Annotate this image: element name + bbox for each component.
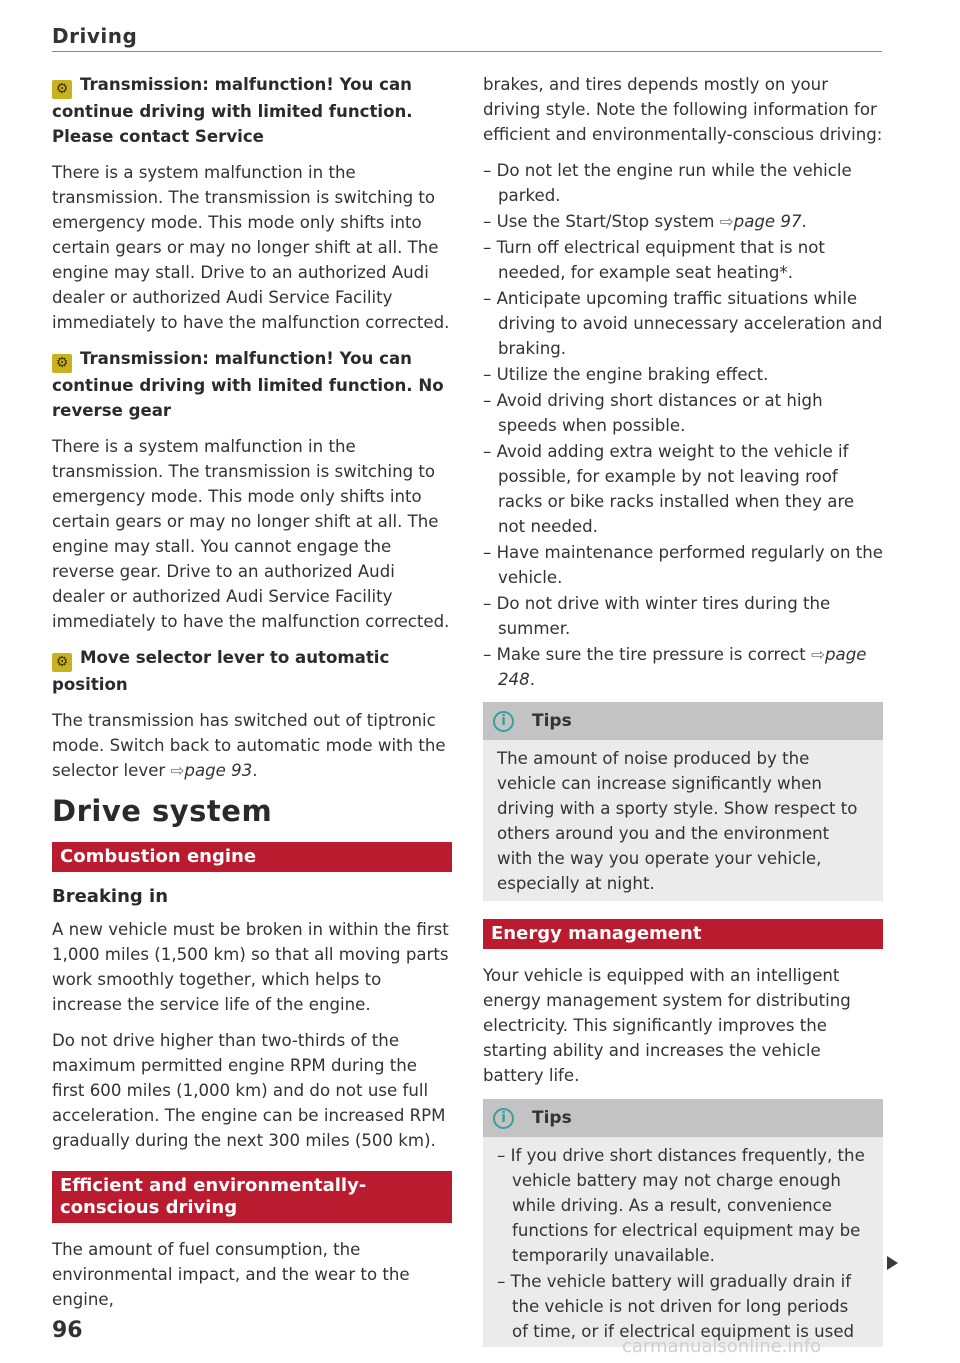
tips-header [483, 1099, 883, 1137]
list-item: – Use the Start/Stop system ⇨page 97. [483, 212, 807, 231]
page-reference-link[interactable]: ⇨page 248 [498, 645, 867, 689]
breaking-in-paragraph-1: A new vehicle must be broken in within the first 1,000 miles (1,500 km) so that all moving parts work smoothly together, which helps to increase the service life of the engine. [52, 920, 449, 1014]
list-item: – If you drive short distances frequently, the vehicle battery may not charge enough while driving. As a result, convenience functions for electrical equipment may be temporarily unavailable. [497, 1146, 865, 1265]
watermark: carmanualsonline.info [622, 1336, 822, 1357]
info-icon: i [493, 711, 514, 732]
list-item: – Avoid driving short distances or at high speeds when possible. [483, 391, 823, 435]
left-column [52, 72, 452, 1323]
section-title: Drive system [52, 794, 273, 828]
tips-label: Tips [532, 1108, 572, 1128]
page-number: 96 [52, 1318, 83, 1343]
tips-box-noise [483, 702, 883, 901]
tips-text: The amount of noise produced by the vehicle can increase significantly when driving with a sporty style. Show respect to others around you and the environment with the way you operate your vehicle, especially at night. [497, 749, 858, 893]
list-item: – Make sure the tire pressure is correct ⇨page 248. [483, 645, 867, 689]
transmission-warning-icon: ⚙ [52, 354, 72, 373]
tips-label: Tips [532, 711, 572, 731]
subsection-bar-energy-management: Energy management [483, 919, 883, 949]
warning-title: Transmission: malfunction! You can continue driving with limited function. Please contact Service [52, 75, 413, 146]
tips-header [483, 702, 883, 740]
warning-selector-lever [52, 645, 452, 697]
header-divider [52, 51, 882, 52]
page-reference-link[interactable]: ⇨page 97 [719, 212, 802, 231]
warning-title: Move selector lever to automatic position [52, 648, 390, 694]
page-header-title: Driving [52, 24, 138, 48]
arrow-right-icon: ⇨ [719, 212, 734, 231]
warning-description: There is a system malfunction in the transmission. The transmission is switching to emergency mode. This mode only shifts into certain gears or may no longer shift at all. The engine may stall. Drive to an authorized Audi dealer or authorized Audi Service Facility immediately to have the malfunction corrected. [52, 163, 450, 332]
tips-body [483, 740, 883, 901]
breaking-in-heading: Breaking in [52, 886, 169, 907]
info-icon: i [493, 1108, 514, 1129]
warning-description: There is a system malfunction in the transmission. The transmission is switching to emergency mode. This mode only shifts into certain gears or may no longer shift at all. The engine may stall. You cannot engage the reverse gear. Drive to an authorized Audi dealer or authorized Audi Service Facility immediately to have the malfunction corrected. [52, 437, 450, 631]
breaking-in-paragraph-2: Do not drive higher than two-thirds of the maximum permitted engine RPM during the first 600 miles (1,000 km) and do not use full acceleration. The engine can be increased RPM gradually during the next 300 miles (500 km). [52, 1031, 446, 1150]
tips-box-battery [483, 1099, 883, 1347]
warning-transmission-contact-service [52, 72, 452, 149]
list-item: – Turn off electrical equipment that is not needed, for example seat heating*. [483, 238, 825, 282]
warning-title: Transmission: malfunction! You can continue driving with limited function. No reverse gear [52, 349, 444, 420]
list-item: – Have maintenance performed regularly on the vehicle. [483, 543, 883, 587]
list-item: – The vehicle battery will gradually drain if the vehicle is not driven for long periods of time, or if electrical equipment is used [497, 1272, 855, 1341]
tips-list [497, 1143, 869, 1347]
right-column [483, 72, 883, 1361]
subsection-bar-combustion-engine: Combustion engine [52, 842, 452, 872]
energy-management-paragraph: Your vehicle is equipped with an intelligent energy management system for distributing electricity. This significantly improves the starting ability and increases the vehicle battery life. [483, 966, 851, 1085]
tips-body [483, 1137, 883, 1347]
list-item: – Avoid adding extra weight to the vehicle if possible, for example by not leaving roof racks or bike racks installed when they are not needed. [483, 442, 855, 536]
arrow-right-icon: ⇨ [170, 761, 185, 780]
subsection-bar-efficient-driving: Efficient and environmentally-conscious driving [52, 1171, 452, 1223]
list-item: – Utilize the engine braking effect. [483, 365, 769, 384]
transmission-warning-icon: ⚙ [52, 653, 72, 672]
efficient-driving-paragraph: The amount of fuel consumption, the environmental impact, and the wear to the engine, [52, 1240, 410, 1309]
list-item: – Anticipate upcoming traffic situations while driving to avoid unnecessary acceleration and braking. [483, 289, 883, 358]
list-item: – Do not let the engine run while the vehicle parked. [483, 161, 852, 205]
warning-transmission-no-reverse [52, 346, 452, 423]
page-reference-link[interactable]: ⇨page 93 [170, 761, 253, 780]
continued-arrow-icon [887, 1256, 898, 1270]
efficient-driving-list [483, 158, 883, 692]
warning-description: The transmission has switched out of tiptronic mode. Switch back to automatic mode with the selector lever ⇨page 93. [52, 711, 446, 780]
efficient-driving-intro: brakes, and tires depends mostly on your driving style. Note the following information for efficient and environmentally-conscious driving: [483, 75, 883, 144]
arrow-right-icon: ⇨ [811, 645, 826, 664]
transmission-warning-icon: ⚙ [52, 80, 72, 99]
list-item: – Do not drive with winter tires during the summer. [483, 594, 831, 638]
